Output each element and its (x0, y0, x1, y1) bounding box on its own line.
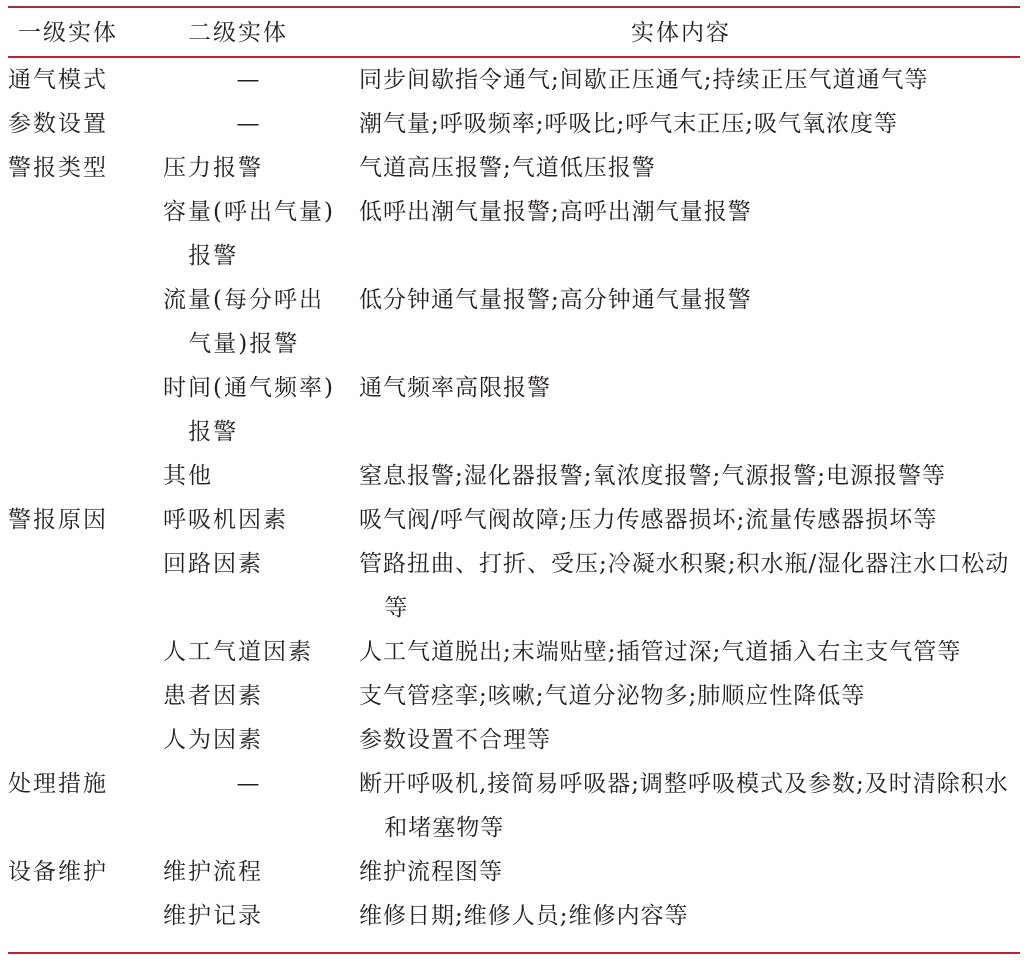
table-row (8, 542, 1020, 630)
level2-entity-cell: 维护流程 (163, 859, 263, 885)
entity-content-cell: 支气管痉挛;咳嗽;气道分泌物多;肺顺应性降低等 (359, 683, 866, 709)
entity-content-cell: 气道高压报警;气道低压报警 (359, 155, 656, 181)
level1-entity-cell: 警报原因 (8, 507, 108, 533)
level1-entity-cell (8, 278, 163, 366)
level1-entity-cell (8, 894, 163, 938)
entity-content-cell: 通气频率高限报警 (359, 375, 551, 401)
level2-entity-cell: 患者因素 (163, 683, 263, 709)
entity-content-cell: 吸气阀/呼气阀故障;压力传感器损坏;流量传感器损坏等 (359, 507, 938, 533)
level1-entity-cell: 处理措施 (8, 771, 108, 797)
level2-entity-cell: 人为因素 (163, 727, 263, 753)
level2-entity-cell: 维护记录 (163, 903, 263, 929)
level2-entity-cell: 回路因素 (163, 551, 263, 577)
header-level1-entity: 一级实体 (18, 20, 118, 46)
table-row (8, 674, 1020, 718)
entity-content-cell: 断开呼吸机,接简易呼吸器;调整呼吸模式及参数;及时清除积水和堵塞物等 (359, 771, 1009, 841)
level1-entity-cell (8, 190, 163, 278)
level1-entity-cell (8, 630, 163, 674)
level2-entity-cell: 时间(通气频率)报警 (163, 375, 335, 445)
entity-content-cell: 同步间歇指令通气;间歇正压通气;持续正压气道通气等 (359, 67, 929, 93)
entity-table (8, 58, 1020, 938)
table-row (8, 630, 1020, 674)
table-row (8, 454, 1020, 498)
table-row (8, 498, 1020, 542)
level2-entity-cell: 人工气道因素 (163, 639, 313, 665)
table-row (8, 894, 1020, 938)
table-top-rule (8, 6, 1020, 8)
entity-content-cell: 维修日期;维修人员;维修内容等 (359, 903, 689, 929)
level1-entity-cell (8, 674, 163, 718)
level2-entity-cell: 压力报警 (163, 155, 263, 181)
level1-entity-cell (8, 366, 163, 454)
table-row (8, 762, 1020, 850)
entity-content-cell: 窒息报警;湿化器报警;氧浓度报警;气源报警;电源报警等 (359, 463, 946, 489)
level1-entity-cell: 设备维护 (8, 859, 108, 885)
table-row (8, 102, 1020, 146)
level1-entity-cell (8, 542, 163, 630)
entity-content-cell: 低呼出潮气量报警;高呼出潮气量报警 (359, 199, 752, 225)
entity-content-cell: 潮气量;呼吸频率;呼吸比;呼气末正压;吸气氧浓度等 (359, 111, 898, 137)
level2-entity-cell: — (236, 111, 262, 137)
entity-content-cell: 管路扭曲、打折、受压;冷凝水积聚;积水瓶/湿化器注水口松动等 (359, 551, 1010, 621)
level1-entity-cell (8, 718, 163, 762)
entity-content-cell: 参数设置不合理等 (359, 727, 551, 753)
table-row (8, 718, 1020, 762)
table-row (8, 278, 1020, 366)
entity-content-cell: 低分钟通气量报警;高分钟通气量报警 (359, 287, 752, 313)
header-entity-content: 实体内容 (631, 20, 731, 46)
level2-entity-cell: — (236, 771, 262, 797)
entity-content-cell: 维护流程图等 (359, 859, 503, 885)
entity-content-cell: 人工气道脱出;末端贴壁;插管过深;气道插入右主支气管等 (359, 639, 962, 665)
table-row (8, 366, 1020, 454)
level2-entity-cell: 流量(每分呼出气量)报警 (163, 287, 324, 357)
level2-entity-cell: 呼吸机因素 (163, 507, 288, 533)
level2-entity-cell: 容量(呼出气量)报警 (163, 199, 335, 269)
level2-entity-cell: 其他 (163, 463, 213, 489)
level1-entity-cell: 通气模式 (8, 67, 108, 93)
level2-entity-cell: — (236, 67, 262, 93)
header-level2-entity: 二级实体 (188, 20, 288, 46)
table-row (8, 190, 1020, 278)
table-bottom-rule (8, 952, 1020, 954)
level1-entity-cell: 参数设置 (8, 111, 108, 137)
level1-entity-cell (8, 454, 163, 498)
table-row (8, 146, 1020, 190)
table-row (8, 58, 1020, 102)
level1-entity-cell: 警报类型 (8, 155, 108, 181)
table-row (8, 850, 1020, 894)
